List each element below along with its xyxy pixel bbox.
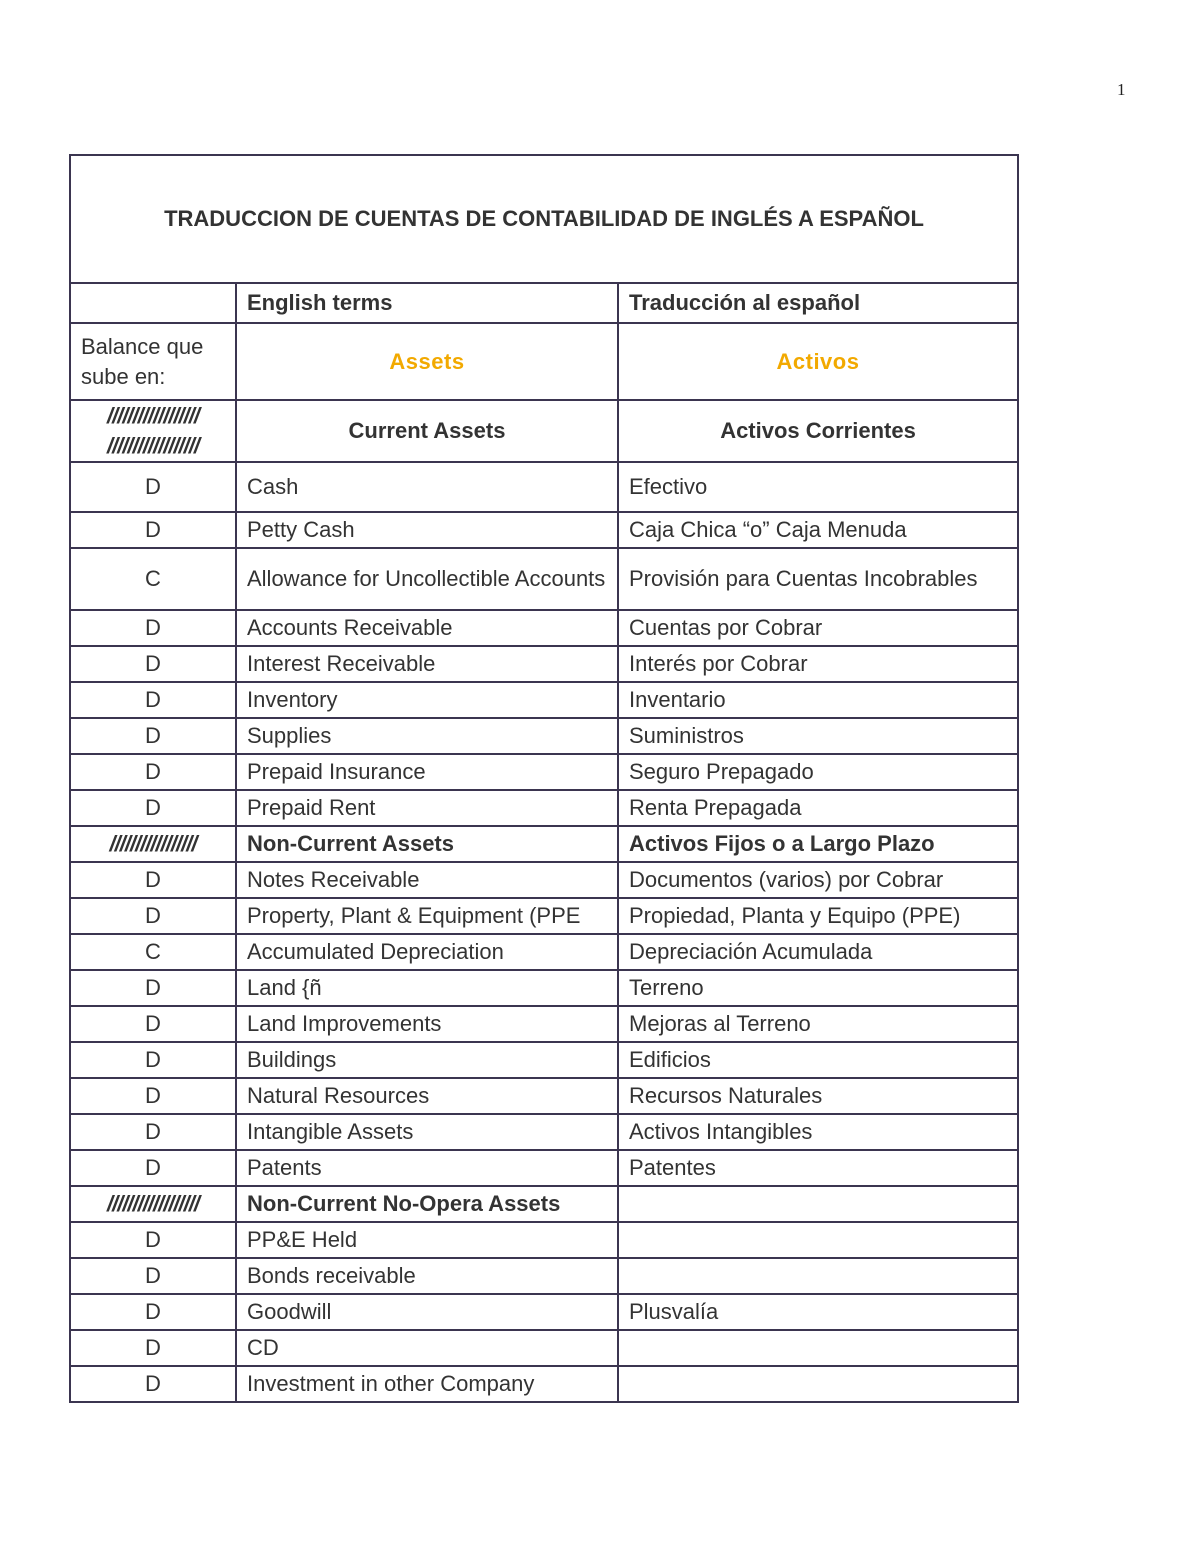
section-row-non-operating-assets <box>70 1186 1018 1222</box>
account-row <box>70 862 1018 898</box>
english-term: Accumulated Depreciation <box>236 934 618 970</box>
spanish-term: Edificios <box>618 1042 1018 1078</box>
english-term: Allowance for Uncollectible Accounts <box>236 548 618 610</box>
english-term: Land {ñ <box>236 970 618 1006</box>
spanish-term: Efectivo <box>618 462 1018 512</box>
account-row <box>70 898 1018 934</box>
balance-side: D <box>70 862 236 898</box>
balance-side: D <box>70 1294 236 1330</box>
account-row <box>70 646 1018 682</box>
balance-label: Balance que sube en: <box>70 323 236 400</box>
spanish-term: Activos Intangibles <box>618 1114 1018 1150</box>
account-row <box>70 1042 1018 1078</box>
account-row <box>70 462 1018 512</box>
header-english-terms: English terms <box>236 283 618 323</box>
account-row <box>70 1114 1018 1150</box>
balance-side: D <box>70 1330 236 1366</box>
english-term: Bonds receivable <box>236 1258 618 1294</box>
balance-side: D <box>70 1114 236 1150</box>
spanish-term: Caja Chica “o” Caja Menuda <box>618 512 1018 548</box>
section-english: Non-Current No-Opera Assets <box>236 1186 618 1222</box>
spanish-term <box>618 1330 1018 1366</box>
account-row <box>70 970 1018 1006</box>
section-english: Current Assets <box>236 400 618 462</box>
balance-side: D <box>70 790 236 826</box>
section-slashes: ///////////////// <box>70 826 236 862</box>
spanish-term <box>618 1222 1018 1258</box>
spanish-term: Propiedad, Planta y Equipo (PPE) <box>618 898 1018 934</box>
balance-side: C <box>70 548 236 610</box>
header-spanish-translation: Traducción al español <box>618 283 1018 323</box>
english-term: Notes Receivable <box>236 862 618 898</box>
balance-side: D <box>70 1078 236 1114</box>
account-row <box>70 1330 1018 1366</box>
balance-side: D <box>70 610 236 646</box>
spanish-term: Plusvalía <box>618 1294 1018 1330</box>
english-term: Natural Resources <box>236 1078 618 1114</box>
category-spanish: Activos <box>618 323 1018 400</box>
account-row <box>70 1150 1018 1186</box>
english-term: Investment in other Company <box>236 1366 618 1402</box>
account-row <box>70 934 1018 970</box>
balance-side: D <box>70 682 236 718</box>
section-spanish: Activos Fijos o a Largo Plazo <box>618 826 1018 862</box>
account-row <box>70 1006 1018 1042</box>
section-slashes: ////////////////// <box>70 1186 236 1222</box>
balance-side: D <box>70 1222 236 1258</box>
section-spanish: Activos Corrientes <box>618 400 1018 462</box>
spanish-term: Depreciación Acumulada <box>618 934 1018 970</box>
account-row <box>70 790 1018 826</box>
account-row <box>70 1078 1018 1114</box>
english-term: Buildings <box>236 1042 618 1078</box>
balance-side: D <box>70 1006 236 1042</box>
category-english: Assets <box>236 323 618 400</box>
spanish-term: Inventario <box>618 682 1018 718</box>
balance-side: D <box>70 512 236 548</box>
english-term: Accounts Receivable <box>236 610 618 646</box>
account-row <box>70 754 1018 790</box>
account-row <box>70 1366 1018 1402</box>
header-row <box>70 283 1018 323</box>
balance-side: D <box>70 1366 236 1402</box>
account-row <box>70 682 1018 718</box>
spanish-term: Mejoras al Terreno <box>618 1006 1018 1042</box>
spanish-term <box>618 1366 1018 1402</box>
balance-side: D <box>70 898 236 934</box>
spanish-term: Documentos (varios) por Cobrar <box>618 862 1018 898</box>
spanish-term: Suministros <box>618 718 1018 754</box>
spanish-term: Patentes <box>618 1150 1018 1186</box>
section-row-current-assets <box>70 400 1018 462</box>
balance-side: D <box>70 1258 236 1294</box>
balance-side: D <box>70 1150 236 1186</box>
english-term: Goodwill <box>236 1294 618 1330</box>
spanish-term: Seguro Prepagado <box>618 754 1018 790</box>
balance-row <box>70 323 1018 400</box>
english-term: Petty Cash <box>236 512 618 548</box>
account-row <box>70 610 1018 646</box>
account-row <box>70 1258 1018 1294</box>
english-term: Inventory <box>236 682 618 718</box>
section-slashes: ////////////////// ////////////////// <box>70 400 236 462</box>
english-term: Cash <box>236 462 618 512</box>
english-term: Property, Plant & Equipment (PPE <box>236 898 618 934</box>
english-term: PP&E Held <box>236 1222 618 1258</box>
section-spanish <box>618 1186 1018 1222</box>
balance-side: C <box>70 934 236 970</box>
spanish-term: Cuentas por Cobrar <box>618 610 1018 646</box>
account-row <box>70 1294 1018 1330</box>
account-row <box>70 1222 1018 1258</box>
account-row <box>70 548 1018 610</box>
balance-side: D <box>70 970 236 1006</box>
spanish-term: Terreno <box>618 970 1018 1006</box>
spanish-term: Recursos Naturales <box>618 1078 1018 1114</box>
english-term: Land Improvements <box>236 1006 618 1042</box>
accounts-translation-table <box>69 154 1019 1403</box>
english-term: CD <box>236 1330 618 1366</box>
balance-side: D <box>70 754 236 790</box>
english-term: Patents <box>236 1150 618 1186</box>
account-row <box>70 512 1018 548</box>
section-english: Non-Current Assets <box>236 826 618 862</box>
document-title: TRADUCCION DE CUENTAS DE CONTABILIDAD DE INGLÉS A ESPAÑOL <box>70 155 1018 283</box>
balance-side: D <box>70 718 236 754</box>
balance-side: D <box>70 1042 236 1078</box>
balance-side: D <box>70 646 236 682</box>
section-row-non-current-assets <box>70 826 1018 862</box>
english-term: Prepaid Rent <box>236 790 618 826</box>
english-term: Interest Receivable <box>236 646 618 682</box>
english-term: Prepaid Insurance <box>236 754 618 790</box>
balance-side: D <box>70 462 236 512</box>
english-term: Intangible Assets <box>236 1114 618 1150</box>
header-balance <box>70 283 236 323</box>
english-term: Supplies <box>236 718 618 754</box>
spanish-term: Interés por Cobrar <box>618 646 1018 682</box>
spanish-term: Provisión para Cuentas Incobrables <box>618 548 1018 610</box>
spanish-term <box>618 1258 1018 1294</box>
spanish-term: Renta Prepagada <box>618 790 1018 826</box>
account-row <box>70 718 1018 754</box>
page-number: 1 <box>1117 80 1126 99</box>
